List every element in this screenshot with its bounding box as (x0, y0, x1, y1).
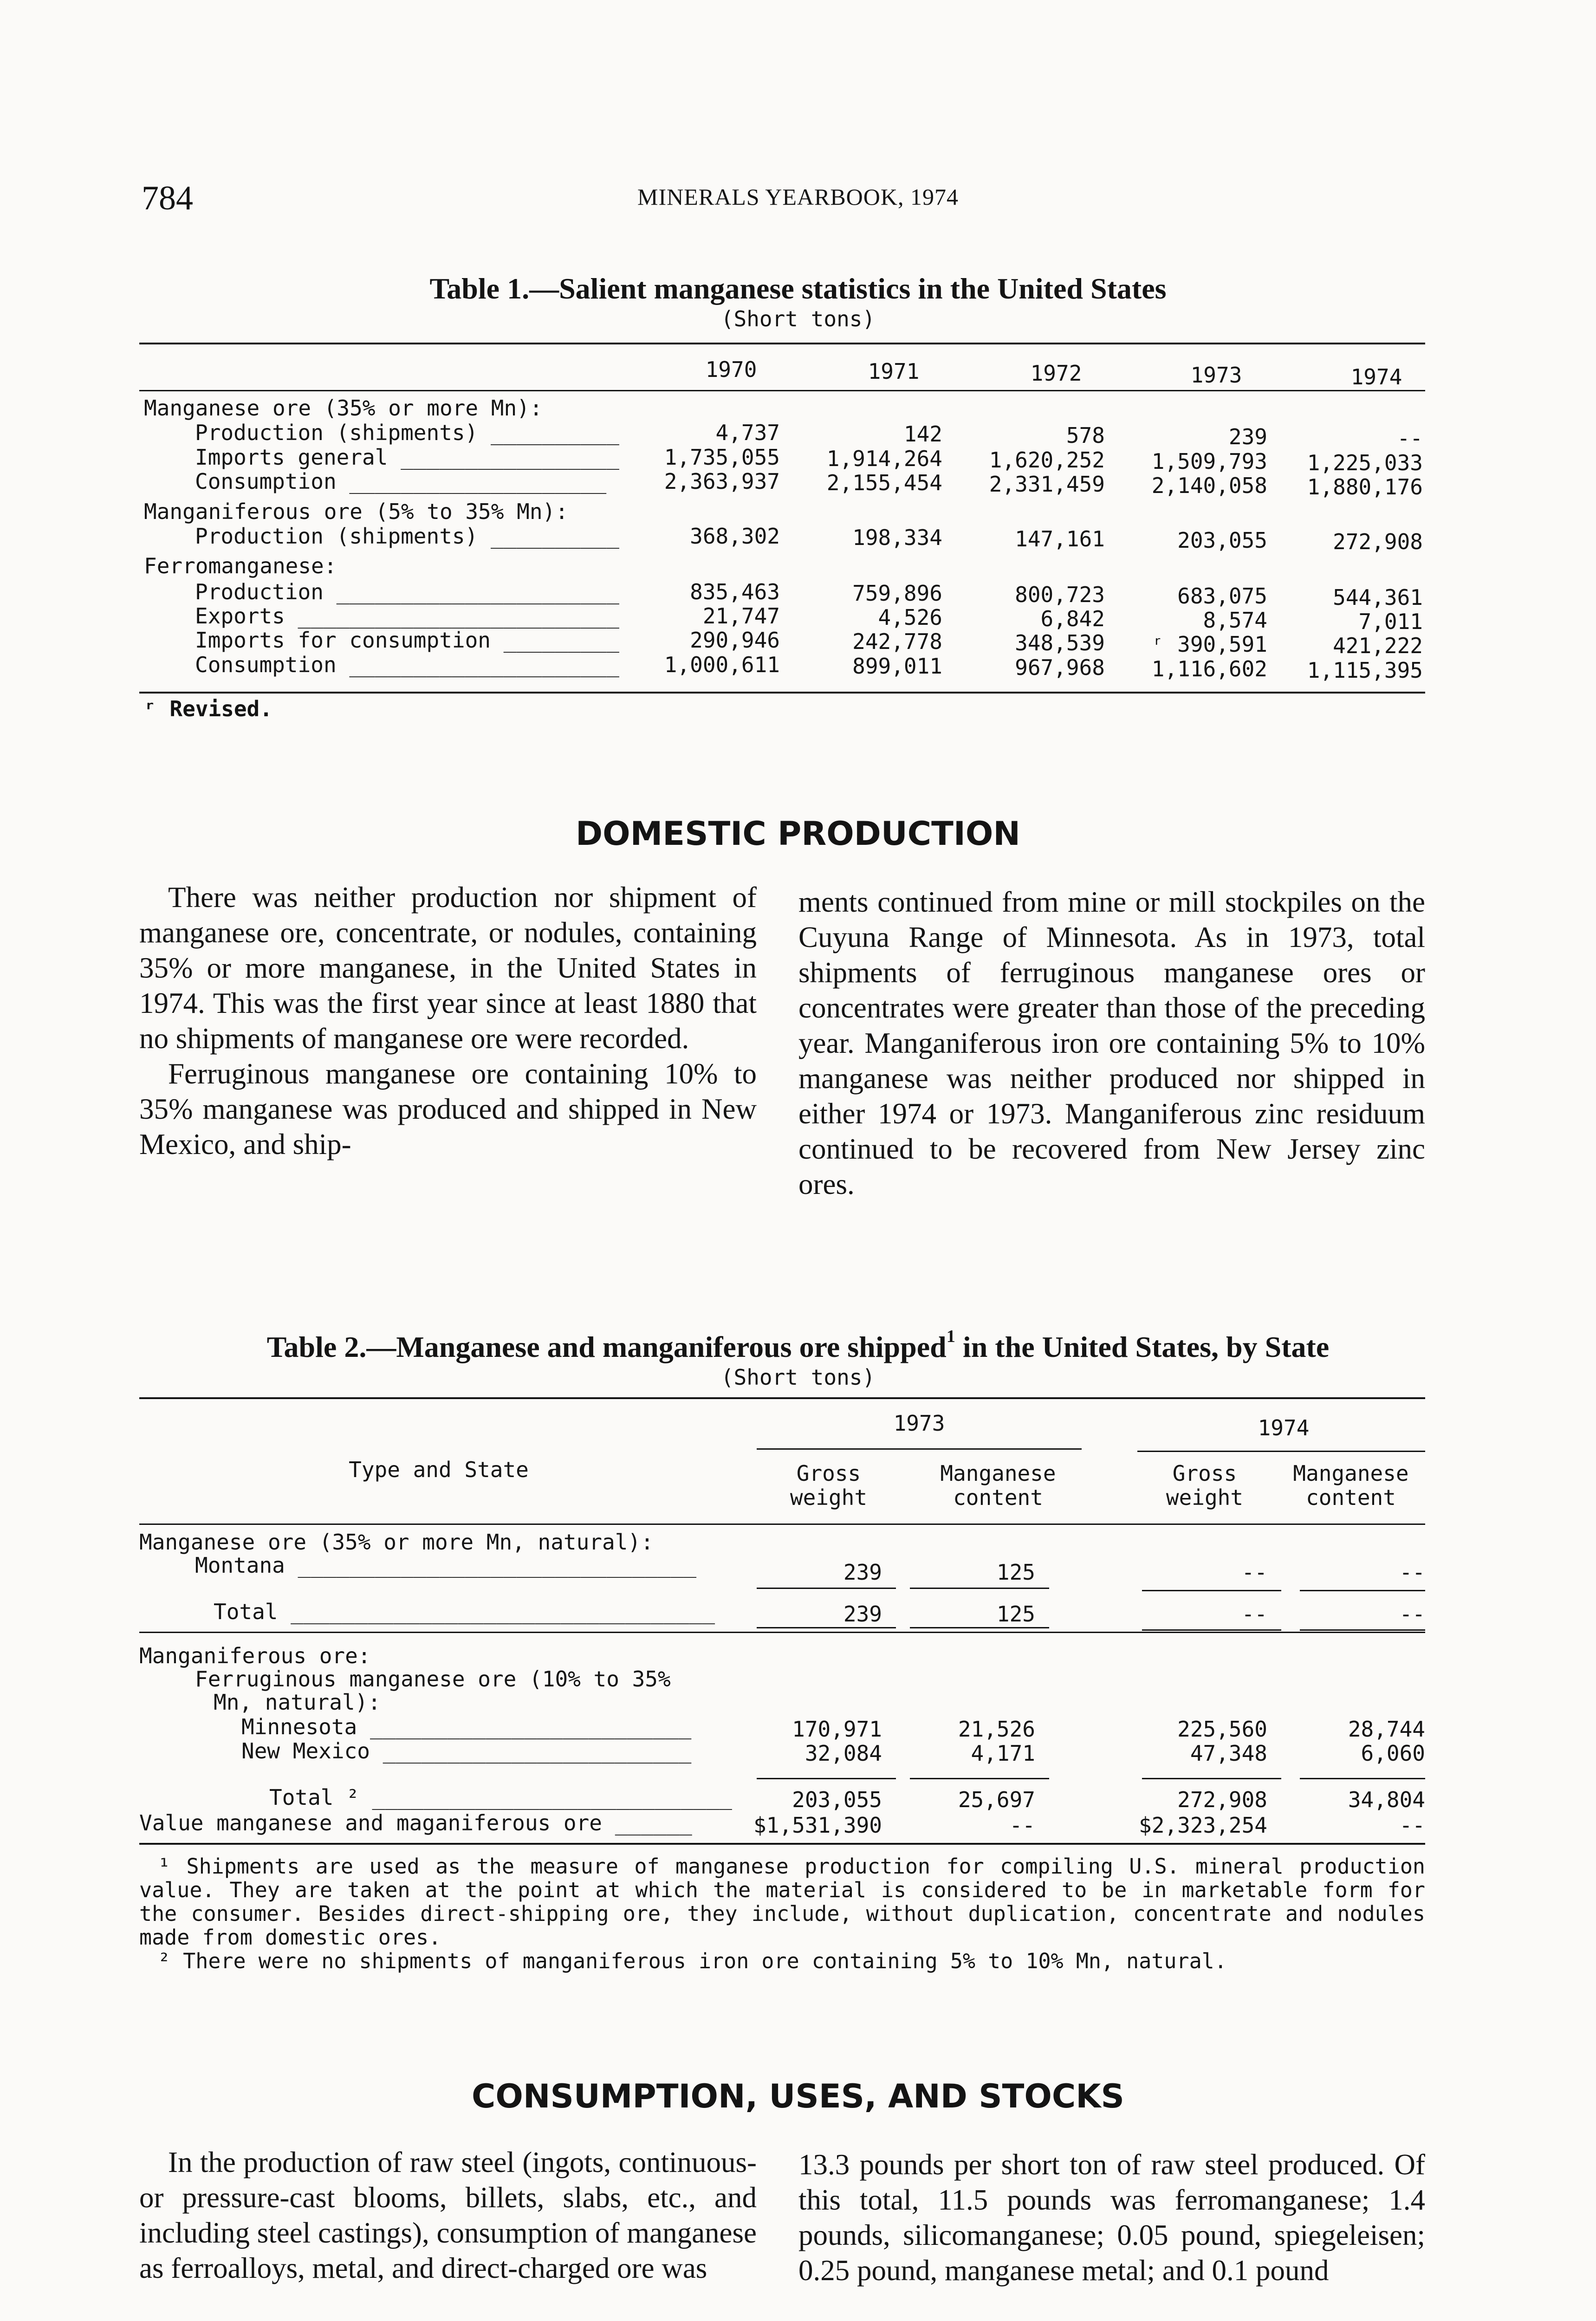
table2-cell: -- (1399, 1813, 1425, 1838)
table2-year-1974: 1974 (1258, 1415, 1310, 1440)
table2-caption-footnote-marker: 1 (946, 1327, 955, 1346)
table2-sum-rule (757, 1627, 896, 1628)
table1-year-1970: 1970 (705, 357, 757, 382)
table1-cell: 1,225,033 (1307, 450, 1423, 475)
table2-sum-rule (910, 1588, 1049, 1589)
table2-mn-content-1973: Manganese content (940, 1461, 1056, 1510)
table2-cell: 28,744 (1348, 1717, 1425, 1742)
table1-cell: 1,509,793 (1151, 449, 1267, 474)
domestic-paragraph-1: There was neither production nor shipment of manganese ore, concentrate, or nodules, containing 35% or more manganese, in the United States in 1974. This was the first year since at least 1880 that no shipments of manganese ore were recorded. (139, 881, 757, 1055)
table1-cell: 242,778 (852, 629, 942, 654)
table2-bottom-rule (139, 1843, 1425, 1845)
table1-cell: 8,574 (1203, 608, 1267, 633)
table1-cell: 421,222 (1333, 633, 1423, 658)
table1-cell: 800,723 (1015, 582, 1105, 607)
table1-footnote: ʳ Revised. (144, 696, 272, 721)
table1-cell: 683,075 (1177, 583, 1267, 609)
table2-gross-weight-1973: Gross weight (790, 1461, 868, 1510)
table1-cell: 2,155,454 (826, 470, 942, 495)
table1-cell: 198,334 (852, 525, 942, 550)
table1-cell: -- (1397, 426, 1423, 451)
table2-row-label: Manganiferous ore: (139, 1643, 371, 1668)
table2-row-label: New Mexico ________________________ (241, 1738, 692, 1763)
table1-cell: 290,946 (690, 628, 780, 653)
table2-cell: 225,560 (1177, 1717, 1267, 1742)
table1-cell: 1,116,602 (1151, 656, 1267, 681)
table1-cell: 1,620,252 (989, 447, 1105, 473)
table2-year-1973: 1973 (893, 1411, 945, 1436)
table2-cell: 125 (996, 1601, 1035, 1627)
table1-cell: 578 (1066, 423, 1105, 448)
table2-cell: 239 (843, 1560, 882, 1585)
table1-year-1974: 1974 (1350, 364, 1402, 389)
consumption-paragraph-1: In the production of raw steel (ingots, continuous- or pressure-cast blooms, billets, slabs, etc., and including steel castings), consumption of manganese as ferroalloys, metal, and direct-charged ore was (139, 2146, 757, 2284)
table1-row-label: Consumption ____________________ (195, 469, 607, 494)
table1-row-label: Production (shipments) __________ (195, 524, 619, 549)
table2-1974-rule (1137, 1451, 1425, 1452)
table1-units: (Short tons) (720, 306, 876, 331)
table1-cell: 147,161 (1015, 526, 1105, 551)
table2-cell: -- (1241, 1601, 1267, 1627)
domestic-production-heading: DOMESTIC PRODUCTION (576, 815, 1020, 853)
table1-cell: 21,747 (702, 603, 780, 629)
table2-cell: 239 (843, 1601, 882, 1627)
table2-caption-text: Table 2.—Manganese and manganiferous ore shipped (266, 1330, 947, 1363)
table1-cell: ʳ 390,591 (1151, 632, 1267, 657)
table1-caption: Table 1.—Salient manganese statistics in the United States (429, 272, 1167, 305)
table1-cell: 2,331,459 (989, 472, 1105, 497)
table2-caption-tail: in the United States, by State (955, 1330, 1330, 1363)
table1-cell: 2,140,058 (1151, 473, 1267, 498)
table2-row-label: Total ² ____________________________ (269, 1785, 732, 1810)
table1-bottom-rule (139, 692, 1425, 694)
table1-cell: 2,363,937 (664, 469, 780, 494)
table2-units: (Short tons) (720, 1365, 876, 1390)
table1-cell: 348,539 (1015, 630, 1105, 655)
table1-row-label: Manganiferous ore (5% to 35% Mn): (144, 499, 568, 524)
table1-cell: 239 (1228, 424, 1267, 449)
table2-sum-rule (1142, 1590, 1281, 1591)
table2-row-label: Minnesota _________________________ (241, 1714, 692, 1739)
table2-cell: 125 (996, 1560, 1035, 1585)
table2-cell: -- (1399, 1560, 1425, 1585)
table1-cell: 899,011 (852, 654, 942, 679)
table1-row-label: Production (shipments) __________ (195, 420, 619, 445)
table2-cell: 21,526 (958, 1717, 1035, 1742)
table1-row-label: Exports _________________________ (195, 603, 619, 629)
table1-year-1972: 1972 (1030, 361, 1082, 386)
table2-cell: 203,055 (792, 1787, 882, 1812)
table1-row-label: Imports general _________________ (195, 445, 619, 470)
table2-sum-rule (139, 1632, 1425, 1633)
table2-1973-rule (757, 1448, 1082, 1450)
table2-row-label: Montana _______________________________ (195, 1553, 697, 1578)
table1-cell: 1,914,264 (826, 446, 942, 471)
table1-cell: 759,896 (852, 581, 942, 606)
table1-cell: 6,842 (1040, 606, 1105, 631)
consumption-paragraph-2: 13.3 pounds per short ton of raw steel produced. Of this total, 11.5 pounds was ferromanganese; 1.4 pounds, silicomanganese; 0.05 pound, spiegeleisen; 0.25 pound, manganese metal; and 0.1 pound (798, 2148, 1425, 2287)
table2-sum-rule (757, 1778, 896, 1779)
table1-cell: 1,735,055 (664, 445, 780, 470)
table1-year-1973: 1973 (1190, 363, 1242, 388)
table2-footnote-1: ¹ Shipments are used as the measure of manganese production for compiling U.S. mineral production value. They are taken at the point at which the material is considered to be in marketable form for the consumer. Besides direct-shipping ore, they include, without duplication, concentrate and nodules made from domestic ores. (139, 1854, 1425, 1950)
table2-cell: $1,531,390 (753, 1813, 882, 1838)
table1-row-label: Ferromanganese: (144, 553, 337, 578)
table1-row-label: Manganese ore (35% or more Mn): (144, 395, 543, 421)
table1-header-rule (139, 390, 1425, 391)
table1-cell: 4,737 (715, 420, 780, 445)
domestic-paragraph-3: ments continued from mine or mill stockpiles on the Cuyuna Range of Minnesota. As in 1973, total shipments of ferruginous manganese ores or concentrates were greater than those of the preceding year. Manganiferous iron ore containing 5% to 10% manganese was neither produced nor shipped in either 1974 or 1973. Manganiferous zinc residuum continued to be recovered from New Jersey zinc ores. (798, 886, 1425, 1200)
domestic-left-column (139, 880, 757, 1162)
table1-row-label: Production ______________________ (195, 579, 619, 604)
table2-mn-content-1974: Manganese content (1293, 1461, 1409, 1510)
table1-cell: 4,526 (878, 605, 942, 630)
table1-row-label: Consumption _____________________ (195, 652, 619, 677)
table2-sum-rule (910, 1778, 1049, 1779)
table2-row-label: Manganese ore (35% or more Mn, natural): (139, 1530, 654, 1555)
table1-cell: 544,361 (1333, 585, 1423, 610)
table2-cell: 34,804 (1348, 1787, 1425, 1812)
table2-sum-rule (1300, 1590, 1425, 1591)
table2-footnote-2: ² There were no shipments of manganiferous iron ore containing 5% to 10% Mn, natural. (158, 1949, 1227, 1973)
table2-cell: -- (1241, 1560, 1267, 1585)
table2-cell: 170,971 (792, 1717, 882, 1742)
consumption-heading: CONSUMPTION, USES, AND STOCKS (472, 2077, 1124, 2115)
table1-cell: 368,302 (690, 524, 780, 549)
table1-year-1971: 1971 (868, 359, 920, 384)
table2-top-rule (139, 1397, 1425, 1399)
table2-cell: 4,171 (971, 1741, 1035, 1766)
table1-cell: 835,463 (690, 579, 780, 604)
consumption-right-column (798, 2147, 1425, 2288)
table2-cell: 32,084 (804, 1741, 882, 1766)
table2-cell: $2,323,254 (1139, 1813, 1267, 1838)
table2-cell: 6,060 (1361, 1741, 1425, 1766)
table2-row-label: Value manganese and maganiferous ore ______ (139, 1810, 692, 1835)
table2-cell: 25,697 (958, 1787, 1035, 1812)
table2-gross-weight-1974: Gross weight (1166, 1461, 1244, 1510)
table2-sum-rule (1142, 1778, 1281, 1779)
table1-cell: 272,908 (1333, 529, 1423, 554)
domestic-paragraph-2: Ferruginous manganese ore containing 10% to 35% manganese was produced and shipped in New Mexico, and ship- (139, 1057, 757, 1160)
table1-cell: 967,968 (1015, 655, 1105, 680)
table1-cell: 1,880,176 (1307, 474, 1423, 499)
table2-sum-rule (1300, 1629, 1425, 1631)
consumption-left-column (139, 2145, 757, 2286)
table2-row-label: Mn, natural): (214, 1690, 381, 1715)
table1-cell: 1,000,611 (664, 652, 780, 677)
table2-cell: 272,908 (1177, 1787, 1267, 1812)
table2-cell: 47,348 (1190, 1741, 1267, 1766)
domestic-right-column (798, 884, 1425, 1202)
table2-type-state-header: Type and State (349, 1457, 529, 1482)
table2-cell: -- (1399, 1601, 1425, 1627)
table1-cell: 7,011 (1358, 609, 1423, 634)
table1-cell: 203,055 (1177, 528, 1267, 553)
page-number: 784 (142, 179, 193, 217)
table1-top-rule (139, 343, 1425, 344)
table2-sum-rule (910, 1627, 1049, 1628)
table1-row-label: Imports for consumption _________ (195, 628, 619, 653)
running-head: MINERALS YEARBOOK, 1974 (637, 184, 959, 210)
table2-row-label: Ferruginous manganese ore (10% to 35% (195, 1666, 671, 1692)
table2-sum-rule (757, 1588, 896, 1589)
table2-header-rule (139, 1524, 1425, 1525)
table2-cell: -- (1009, 1813, 1035, 1838)
table1-cell: 142 (903, 421, 942, 447)
table1-cell: 1,115,395 (1307, 658, 1423, 683)
table2-sum-rule (1142, 1629, 1281, 1631)
table2-row-label: Total _________________________________ (214, 1599, 715, 1624)
table2-sum-rule (1300, 1778, 1425, 1779)
table2-caption (0, 1327, 1596, 1364)
table2-footnotes (139, 1854, 1425, 1973)
